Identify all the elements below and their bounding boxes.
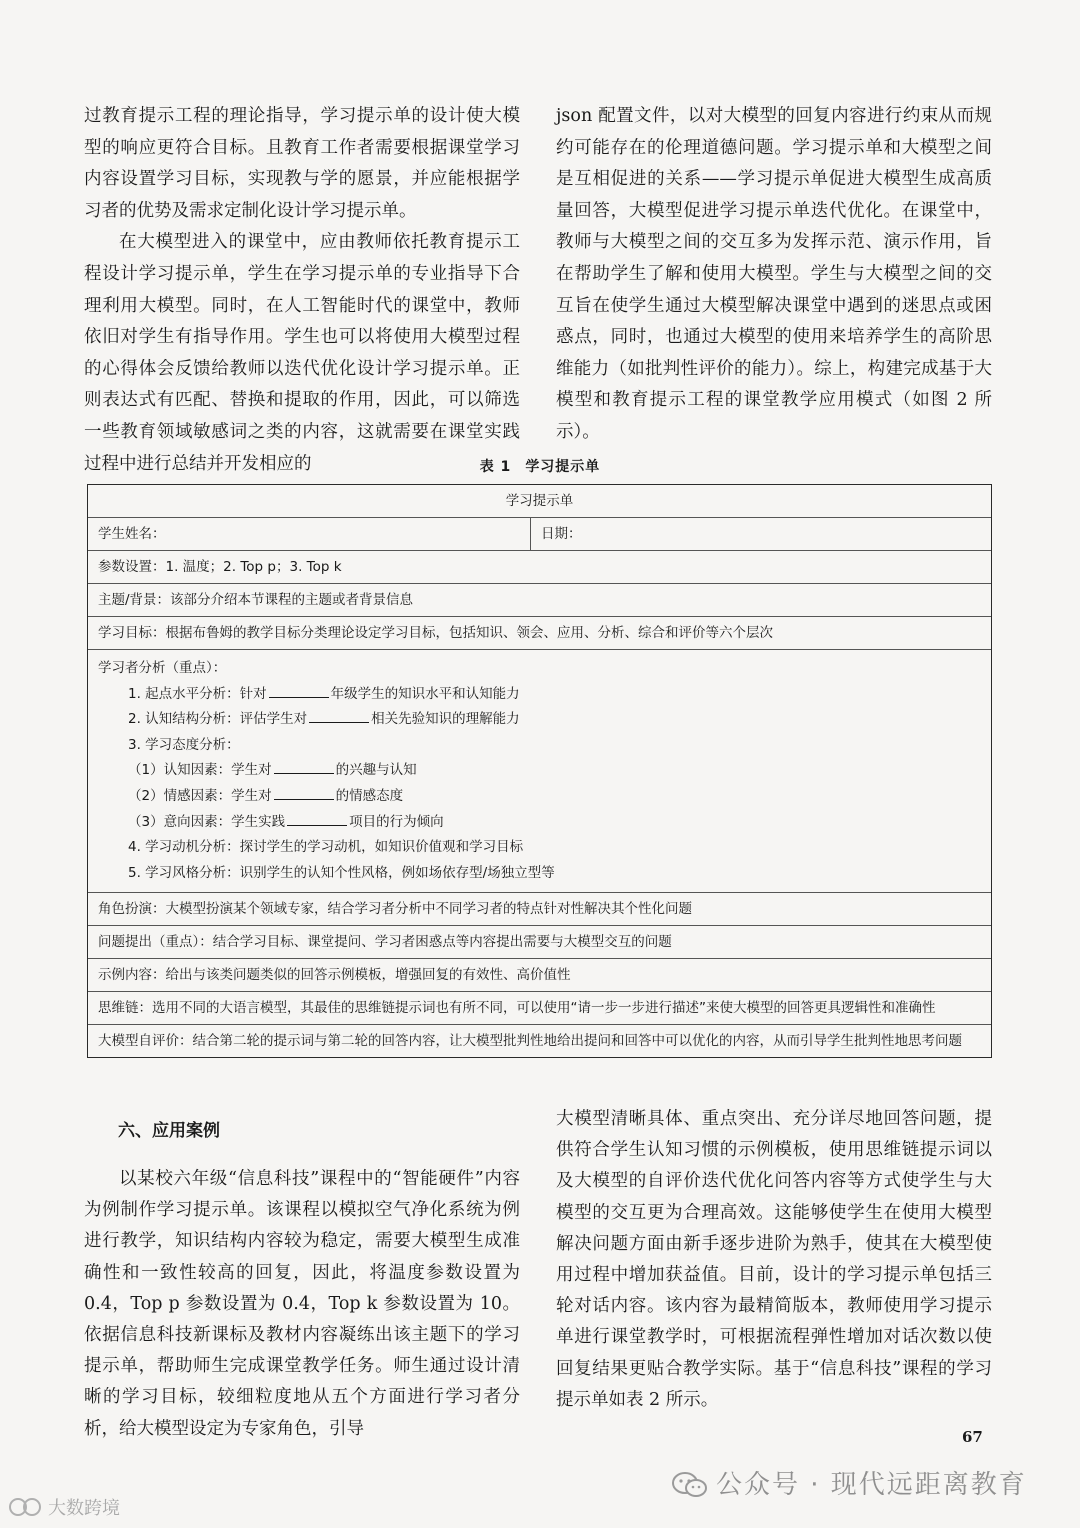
top-right-column — [556, 101, 992, 449]
analysis-item-text: 3. 学习态度分析： — [128, 736, 240, 753]
bottom-right-column — [556, 1104, 992, 1416]
brand-logo-icon — [6, 1496, 46, 1518]
date-cell: 日期： — [541, 526, 582, 542]
paragraph: 大模型清晰具体、重点突出、充分详尽地回答问题，提供符合学生认知习惯的示例模板，使用思维链提示词以及大模型的自评价迭代优化问答内容等方式使学生与大模型的交互更为合理高效。这能够使学生在使用大模型解决问题方面由新手逐步进阶为熟手，使其在大模型使用过程中增加获益值。目前，设计的学习提示单包括三轮对话内容。该内容为最精简版本，教师使用学习提示单进行课堂教学时，可根据流程弹性增加对话次数以使回复结果更贴合教学实际。基于“信息科技”课程的学习提示单如表 2 所示。 — [556, 1109, 992, 1410]
watermark-account-text: 公众号 · 现代远距离教育 — [716, 1470, 1027, 1500]
goals-row: 学习目标：根据布鲁姆的教学目标分类理论设定学习目标，包括知识、领会、应用、分析、综合和评价等六个层次 — [88, 616, 991, 649]
page-number: 67 — [962, 1428, 983, 1446]
analysis-item — [98, 784, 981, 810]
analysis-item-text: 年级学生的知识水平和认知能力 — [330, 685, 520, 702]
params-row: 参数设置：1. 温度；2. Top p；3. Top k — [88, 550, 991, 583]
analysis-item-text: 1. 起点水平分析：针对 — [128, 685, 267, 702]
analysis-item-text: 2. 认知结构分析：评估学生对 — [128, 711, 308, 728]
fill-blank — [269, 684, 329, 698]
analysis-row — [88, 649, 991, 892]
analysis-item — [98, 733, 981, 759]
analysis-item — [98, 682, 981, 708]
wechat-icon — [670, 1470, 710, 1500]
topic-row: 主题/背景：该部分介绍本节课程的主题或者背景信息 — [88, 583, 991, 616]
analysis-item — [98, 758, 981, 784]
analysis-item-text: 相关先验知识的理解能力 — [371, 711, 520, 728]
chain-of-thought-row: 思维链：选用不同的大语言模型，其最佳的思维链提示词也有所不同，可以使用“请一步一步进行描述”来使大模型的回答更具逻辑性和准确性 — [88, 991, 991, 1024]
paragraph: 过教育提示工程的理论指导，学习提示单的设计使大模型的响应更符合目标。且教育工作者需要根据课堂学习内容设置学习目标，实现教与学的愿景，并应能根据学习者的优势及需求定制化设计学习提示单。 — [84, 106, 520, 221]
paragraph: 在大模型进入的课堂中，应由教师依托教育提示工程设计学习提示单，学生在学习提示单的专业指导下合理利用大模型。同时，在人工智能时代的课堂中，教师依旧对学生有指导作用。学生也可以将使用大模型过程的心得体会反馈给教师以迭代优化设计学习提示单。正则表达式有匹配、替换和提取的作用，因此，可以筛选一些教育领域敏感词之类的内容，这就需要在课堂实践过程中进行总结并开发相应的 — [84, 232, 520, 474]
analysis-item-text: 项目的行为倾向 — [349, 813, 444, 830]
fill-blank — [287, 812, 347, 826]
analysis-item — [98, 835, 981, 861]
paragraph: 以某校六年级“信息科技”课程中的“智能硬件”内容为例制作学习提示单。该课程以模拟空气净化系统为例进行教学，知识结构内容较为稳定，需要大模型生成准确性和一致性较高的回复，因此，将温度参数设置为 0.4，Top p 参数设置为 0.4，Top k 参数设置为 10。依据信息科技新课标及教材内容凝练出该主题下的学习提示单，帮助师生完成课堂教学任务。师生通过设计清晰的学习目标，较细粒度地从五个方面进行学习者分析，给大模型设定为专家角色，引导 — [84, 1169, 520, 1439]
analysis-item-text: （3）意向因素：学生实践 — [128, 813, 286, 830]
analysis-item-text: 的兴趣与认知 — [335, 762, 417, 779]
analysis-heading: 学习者分析（重点）： — [98, 660, 227, 676]
question-row: 问题提出（重点）：结合学习目标、课堂提问、学习者困惑点等内容提出需要与大模型交互的问题 — [88, 925, 991, 958]
table-row-name-date — [88, 517, 991, 550]
table-title-caption: 学习提示单 — [525, 459, 601, 475]
analysis-item-text: （2）情感因素：学生对 — [128, 787, 272, 804]
section-heading: 六、应用案例 — [118, 1121, 220, 1141]
paragraph: json 配置文件，以对大模型的回复内容进行约束从而规约可能存在的伦理道德问题。学习提示单和大模型之间是互相促进的关系——学习提示单促进大模型生成高质量回答，大模型促进学习提示单迭代优化。在课堂中，教师与大模型之间的交互多为发挥示范、演示作用，旨在帮助学生了解和使用大模型。学生与大模型之间的交互旨在使学生通过大模型解决课堂中遇到的迷思点或困惑点，同时，也通过大模型的使用来培养学生的高阶思维能力（如批判性评价的能力）。综上，构建完成基于大模型和教育提示工程的课堂教学应用模式（如图 2 所示）。 — [556, 106, 992, 442]
analysis-item — [98, 861, 981, 887]
analysis-item-text: 5. 学习风格分析：识别学生的认知个性风格，例如场依存型/场独立型等 — [128, 864, 555, 881]
bottom-left-column — [84, 1164, 520, 1445]
table-caption — [0, 456, 1080, 476]
top-left-column — [84, 101, 520, 480]
student-name-cell: 学生姓名： — [88, 518, 531, 550]
table-number: 表 1 — [479, 459, 512, 475]
self-evaluation-row: 大模型自评价：结合第二轮的提示词与第二轮的回答内容，让大模型批判性地给出提问和回答中可以优化的内容，从而引导学生批判性地思考问题 — [88, 1024, 991, 1057]
example-row: 示例内容：给出与该类问题类似的回答示例模板，增强回复的有效性、高价值性 — [88, 958, 991, 991]
analysis-item-text: 4. 学习动机分析：探讨学生的学习动机，如知识价值观和学习目标 — [128, 839, 524, 856]
role-row: 角色扮演：大模型扮演某个领域专家，结合学习者分析中不同学习者的特点针对性解决其个性化问题 — [88, 892, 991, 925]
table-title: 学习提示单 — [505, 493, 574, 509]
analysis-item — [98, 707, 981, 733]
analysis-item — [98, 810, 981, 836]
watermark-brand: 大数跨境 — [48, 1498, 120, 1519]
fill-blank — [274, 760, 334, 774]
fill-blank — [274, 786, 334, 800]
learning-prompt-table — [87, 484, 992, 1058]
analysis-item-text: （1）认知因素：学生对 — [128, 762, 272, 779]
analysis-item-text: 的情感态度 — [335, 787, 404, 804]
fill-blank — [309, 709, 369, 723]
